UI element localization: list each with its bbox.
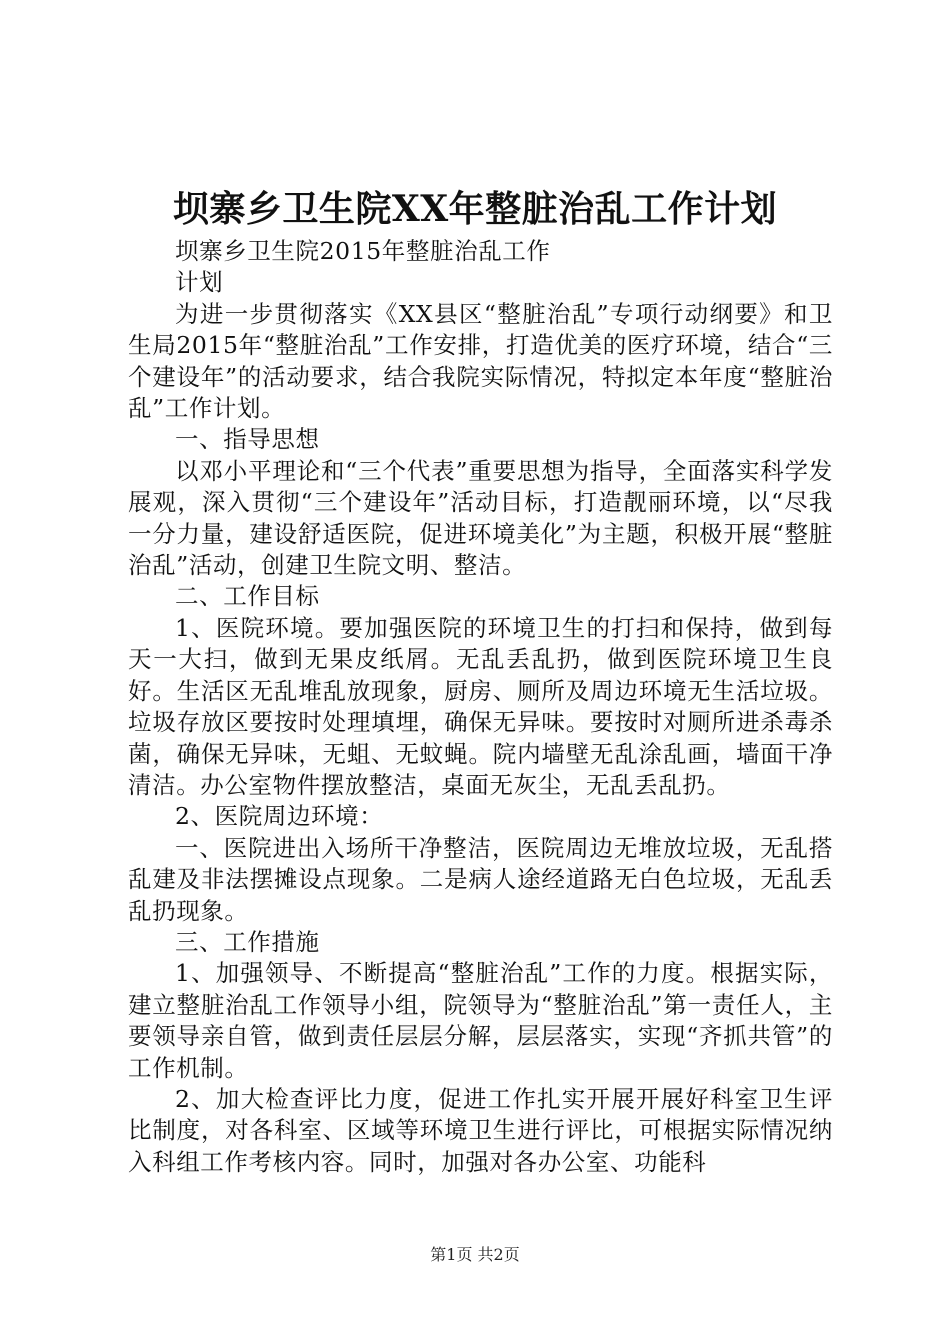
- subtitle-line-2: 计划: [175, 268, 224, 297]
- guiding-thought-paragraph: 以邓小平理论和“三个代表”重要思想为指导，全面落实科学发展观，深入贯彻“三个建设年”活动目标，打造靓丽环境，以“尽我一分力量，建设舒适医院，促进环境美化”为主题，积极开展“整脏治乱”活动，创建卫生院文明、整洁。: [128, 456, 833, 580]
- intro-paragraph: 为进一步贯彻落实《XX县区“整脏治乱”专项行动纲要》和卫生局2015年“整脏治乱”工作安排，打造优美的医疗环境，结合“三个建设年”的活动要求，结合我院实际情况，特拟定本年度“整脏治乱”工作计划。: [128, 299, 833, 423]
- surrounding-environment-paragraph: 一、医院进出入场所干净整洁，医院周边无堆放垃圾，无乱搭乱建及非法摆摊设点现象。二是病人途经道路无白色垃圾，无乱丢乱扔现象。: [128, 833, 833, 925]
- page-footer: 第1页 共2页: [430, 1245, 520, 1264]
- subtitle-line-1: 坝寨乡卫生院2015年整脏治乱工作: [175, 237, 551, 265]
- section-heading-work-measures: 三、工作措施: [175, 927, 320, 956]
- surrounding-environment-heading: 2、医院周边环境：: [175, 802, 384, 831]
- measure-2-paragraph: 2、加大检查评比力度，促进工作扎实开展开展好科室卫生评比制度，对各科室、区域等环境卫生进行评比，可根据实际情况纳入科组工作考核内容。同时，加强对各办公室、功能科: [128, 1084, 833, 1176]
- document-body: [128, 236, 833, 1178]
- section-heading-work-goals: 二、工作目标: [175, 582, 320, 611]
- document-title: 坝寨乡卫生院XX年整脏治乱工作计划: [172, 188, 778, 230]
- hospital-environment-paragraph: 1、医院环境。要加强医院的环境卫生的打扫和保持，做到每天一大扫，做到无果皮纸屑。无乱丢乱扔，做到医院环境卫生良好。生活区无乱堆乱放现象，厨房、厕所及周边环境无生活垃圾。垃圾存放区要按时处理填埋，确保无异味。要按时对厕所进杀毒杀菌，确保无异味，无蛆、无蚊蝇。院内墙壁无乱涂乱画，墙面干净清洁。办公室物件摆放整洁，桌面无灰尘，无乱丢乱扔。: [128, 613, 833, 799]
- section-heading-guiding-thought: 一、指导思想: [175, 425, 320, 454]
- measure-1-paragraph: 1、加强领导、不断提高“整脏治乱”工作的力度。根据实际，建立整脏治乱工作领导小组，院领导为“整脏治乱”第一责任人，主要领导亲自管，做到责任层层分解，层层落实，实现“齐抓共管”的工作机制。: [128, 959, 833, 1082]
